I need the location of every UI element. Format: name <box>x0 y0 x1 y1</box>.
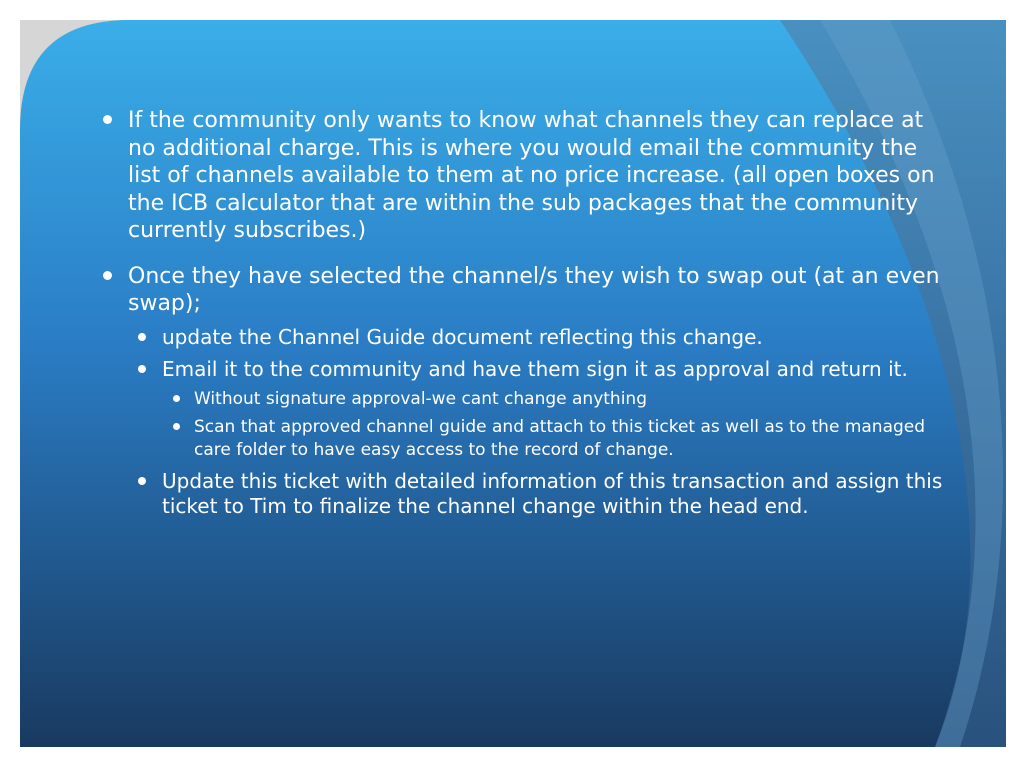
bullet-text: Scan that approved channel guide and attach to this ticket as well as to the managed care folder to have easy access to the record of change. <box>194 416 926 460</box>
bullet-dot-icon <box>138 477 146 485</box>
bullet-dot-icon <box>138 333 146 341</box>
bullet-text: Without signature approval-we cant change anything <box>194 388 647 409</box>
bullet-text: Update this ticket with detailed information of this transaction and assign this ticket to Tim to finalize the channel change within the head end. <box>162 468 943 518</box>
bullet-item-level-2 <box>100 357 950 383</box>
bullet-item-level-3 <box>100 388 950 411</box>
bullet-dot-icon <box>103 115 112 124</box>
bullet-item-level-1 <box>100 107 950 245</box>
bullet-dot-icon <box>173 395 180 402</box>
bullet-text: If the community only wants to know what channels they can replace at no additional charge. This is where you would email the community the list of channels available to them at no price increase. (all open boxes on the ICB calculator that are within the sub packages that the community currently subscribes.) <box>128 108 935 243</box>
slide-content <box>100 107 950 520</box>
slide <box>20 20 1006 747</box>
bullet-item-level-2 <box>100 325 950 351</box>
bullet-item-level-1 <box>100 263 950 318</box>
bullet-dot-icon <box>138 365 146 373</box>
bullet-item-level-2 <box>100 469 950 520</box>
bullet-text: update the Channel Guide document reflecting this change. <box>162 324 763 349</box>
bullet-text: Once they have selected the channel/s they wish to swap out (at an even swap); <box>128 263 940 316</box>
bullet-item-level-3 <box>100 416 950 462</box>
bullet-dot-icon <box>173 423 180 430</box>
bullet-text: Email it to the community and have them sign it as approval and return it. <box>162 357 908 381</box>
bullet-dot-icon <box>103 271 112 280</box>
